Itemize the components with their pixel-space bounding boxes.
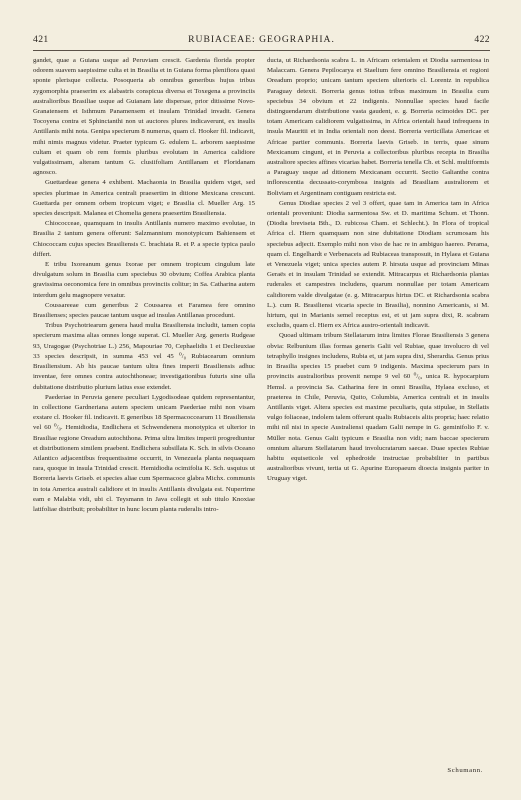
running-header — [33, 34, 490, 48]
paragraph: E tribu Ixoreanum genus Ixorae per omnem tropicum cingulum late divulgatum solum in Brasilia cum speciebus 30 obvium; Coffea Arabica planta gravissima oeconomica fere in omnibus provinciis colitur; in Sa. Catharina autem interdum gelu magnopere vexatur. — [33, 261, 255, 299]
paragraph: ducta, ut Richardsonia scabra L. in Africam orientalem et Diodia sarmentosa in Malaccam. Genera Pepilocarya et Staelium fere omnino Brasiliensia et regioni Oreadum proprio; unicam tantum speciem ulterioris cl. Lorentz in republica Paraguay detexit. Borreria genus totius tribus maximum in Brasilia cum speciebus 34 obvium et 22 indigenis. Nonnullae species haud facile distinguendarum distributione vasta gaudent, e. g. Borreria ocimoides DC. per totam Americam calidiorem vulgatissima, in Africa orientali haud infrequens in insula Mauritii et in India orientali non deest. Borreria verticillata Americae et Africae partier communis. Borreria laevis Griseb. in terris, quae sinum Mexicanum cingunt, et in Peruvia a collectoribus pluribus recepta in Brasilia australiore species affines vicarias habet. Borreria tenella Ch. et Schl. multiformis a Paraguay usque ad ditionem Mexicanam occurrit. Sectio Galianthe contra inflorescentia decussato-corymbosa insignis ad Brasiliam australiorem et Boliviam et Argentinam contiguam restricta est. — [267, 57, 489, 197]
paragraph: gandet, quae a Guiana usque ad Peruviam crescit. Gardenia florida propter odorem suavem saepissime culta et in Brasilia et in Guiana forma plenifiora quasi sponte plerisque collecta. Posoqueria ab omnibus generibus hujus tribus zygomorphia praeserim ex alabastris conspicua diversa et Toxegena a provinciis australioribus Brasiliae usque ad Guianam late dispersae, prior ditissime Novo-Granatensem et Isthmum Panamensem et insulam Trinidad invadit. Genera Tocoyena contra et Sphinctanthi non ut auctores plures indicaverunt, ex insulis Antillanis mihi nota. Genipa specierum 8 numerus, quam cl. Hooker fil. indicavit, mihi nimis magnus videtur. Praeter typicum G. edulem L. arborem saepissime cultam et quam ob rem formis pluribus evolutam in America calidiore vulgatissimam, alteram tantum G. clusiifoliam Antillanam et Floridanam agnosco. — [33, 57, 255, 177]
paragraph: Tribus Psychotriearum genera haud multa Brasiliensia includit, tamen copia specierum maxima alias omnes longe superat. Cl. Mueller Arg. generis Rudgeae 93, Uragogae (Psychotriae L.) 256, Mapouriae 70, Cephaelidis 1 et Declieuxiae 33 species descripsit, in summa 453 vel 45 ⁰/₀ Rubiacearum omnium Brasiliensium. Ab his paucae tantum ultra fines imperii Brasiliensis adhuc inventae, fere omnes contra autochthoneae; investigationibus futuris sine ulla dubitatione distributio plurium latius esse extendet. — [33, 322, 255, 391]
paragraph: Chiococceae, quamquam in insulis Antillanis numero maximo evolutae, in Brasilia 2 tantum genera offerunt: Salzmannium monotypicum Bahiensem et Chiococcam cujus species Brasiliensis C. brachiata R. et P. a specie typica paulo differt. — [33, 220, 255, 258]
page-number-right: 422 — [474, 34, 490, 45]
running-title: RUBIACEAE: GEOGRAPHIA. — [188, 34, 335, 45]
paragraph: Coussareeae cum generibus 2 Coussarea et Faramea fere omnino Brasilienses; species paucae tantum usque ad insulas Antillanas procedunt. — [33, 301, 255, 320]
paragraph: Genus Diodiae species 2 vel 3 offert, quae tam in America tam in Africa orientali proveniunt: Diodia sarmentosa Sw. et D. maritima Schum. et Thonn. (Diodia breviseta Bth., D. rubicosa Cham. et Schlecht.). In Flora of tropical Africa cl. Hiern quamquam non sine dubitatione Diodiam scrumosam his speciebus adjecit. Exemplo mihi non viso de hac re in ambiguo haereo. Perama, quam cl. Engelhardt e Verbenaceis ad Rubiaceas transposuit, in Hylaea et Guiana et Venezuela viget; unica species autem P. hirsuta usque ad provinciam Minas Geraës et in insulam Trinidad se extendit. Mitracarpus et Richardsonia plantas ruderales et campestres includens, quarum nonnullae per totam Americam calidiorem valde divulgatae (e. g. Mitracarpus hirtus DC. et Richardsonia scabra L.). cum R. Brasiliensi vicaria specie in Brasilia), nonnino Americanis, si M. hirtum, qui in Marianis semel receptus est, et ut jam supra dixi, R. scabram excludis, quam cl. Hiern ex Africa austro-orientali indicavit. — [267, 199, 489, 330]
paragraph: Paederiae in Peruvia genere peculiari Lygodisodeae quidem representantur, in collectione Gardneriana autem speciem unicam Paederiae mihi non visam exstare cl. Hooker fil. indicavit. E generibus 18 Spermacoccearum 11 Brasiliensia vel 60 ⁰/₀. Hemidiodia, Endlichera et Schwendenera monotypica et ulterior in Brasiliae regione Oreadum autochthona. Prima ultra limites imperii progrediuntur et distributionem similem praebent. Endlichera subsillata K. Sch. in silvis Oceano Atlantico adjacentibus frequentissime occurrit, in Venezuela planta nequaquam rara, quoque in insula Trinidad crescit. Hemidiodia ocimifolia K. Sch. usquius ut Borreria laevis Griseb. et species aliae cum Spermacoce glabra Michx. communis in tota America australi calidiore et in insulis Antillanis divulgata est. Nuperrime eam e Malabia vidi, ubi cl. Teysmann in Java collegit et sub titulo Knoxiae latifoliae distribuit; probabiliter in hunc locum planta ruderalis intro- — [33, 393, 255, 513]
author-signature: Schumann. — [447, 767, 483, 774]
header-rule — [33, 50, 490, 51]
text-column-left — [33, 56, 255, 766]
text-column-right — [267, 56, 489, 766]
page-number-left: 421 — [33, 34, 49, 45]
paragraph: Quoad ultimam tribum Stellatarum intra limites Florae Brasiliensis 3 genera obvia: Relbunium illas formas generis Galii vel Rubiae, quae involucro di vel tetraphyllo insignes includens, Rubia et, ut jam supra dixi, Sherardia. Genus prius in Brasilia species 15 praebet cum 9 indigenis. Maxima specierum pars in provinciis australioribus provenit nempe 9 vel 60 ⁰/₀, unica R. hypocarpium Hemsl. a provincia Sa. Catharina fere in omni Brasilia, Hylaea excluso, et praeterea in Chile, Peruvia, Quito, Columbia, America centrali et in insulis Antillanis viget. Altera species est maxime peculiaris, quia stipulae, in Stellatis vulgo foliaceae, indolem talem offerunt qualis Rubiaceis aliis propria; haec relatio mihi nil nisi in specie Australiensi quadam Galii nempe in G. geminifolio F. v. Müller nota. Genus Galii typicum e Brasilia non vidi; nam baccae specierum omnium aliarum Stellatarum haud involucratarum saecae. Duae species Rubiae habitu equiseticole vel ephedroide instructae probabiliter in partibus australioribus vivunt, tertia ut G. Apurine Europaeum dioecia insignis pariter in Uruguay viget. — [267, 332, 489, 483]
paragraph: Guettardeae genera 4 exhibent. Machaonia in Brasilia quidem viget, sed species plurimae in America centrali praesertim in ditione Mexicana crescunt. Guettarda per omnem orbem tropicum viget; e Brasilia cl. Mueller Arg. 15 species descripsit. Malanea et Chomelia genera praesertim Brasiliensia. — [33, 179, 255, 218]
